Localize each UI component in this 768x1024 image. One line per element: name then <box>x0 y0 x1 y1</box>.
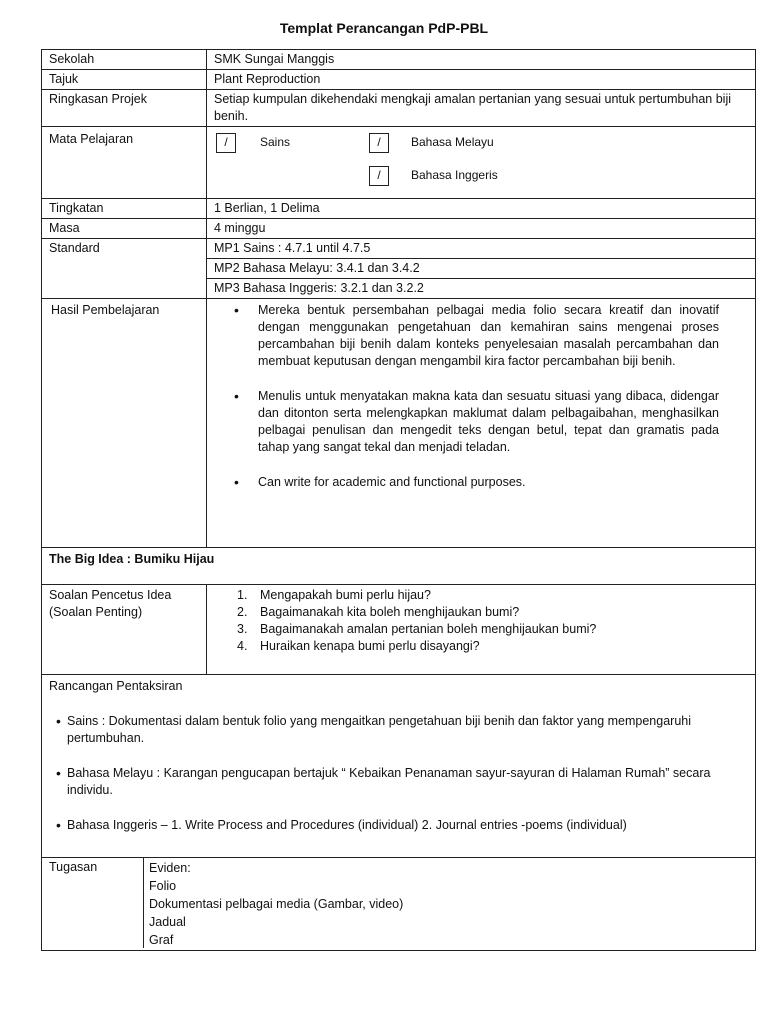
subject-row-1 <box>214 130 749 155</box>
subject-bahasa-inggeris-label: Bahasa Inggeris <box>411 168 498 182</box>
label-tugasan: Tugasan <box>42 858 144 948</box>
soalan-item <box>214 604 749 621</box>
soalan-item <box>214 587 749 604</box>
big-idea: The Big Idea : Bumiku Hijau <box>42 548 756 585</box>
checkbox-bahasa-inggeris[interactable]: / <box>369 166 389 186</box>
tugasan-cell <box>42 858 756 951</box>
soalan-num: 3. <box>237 622 248 636</box>
value-ringkasan: Setiap kumpulan dikehendaki mengkaji amalan pertanian yang sesuai untuk pertumbuhan biji benih. <box>207 90 756 127</box>
label-ringkasan: Ringkasan Projek <box>42 90 207 127</box>
rancangan-list <box>49 713 749 834</box>
row-tingkatan <box>42 199 756 219</box>
rancangan-item: • Bahasa Melayu : Karangan pengucapan bertajuk “ Kebaikan Penanaman sayur-sayuran di Halaman Rumah” secara individu. <box>49 765 749 799</box>
label-standard: Standard <box>42 239 207 299</box>
subject-row-2 <box>214 163 749 188</box>
soalan-item <box>214 621 749 638</box>
tugasan-line: Folio <box>149 879 177 893</box>
soalan-text: Mengapakah bumi perlu hijau? <box>260 588 431 602</box>
value-sekolah: SMK Sungai Manggis <box>207 50 756 70</box>
label-soalan-line2: (Soalan Penting) <box>49 605 143 619</box>
row-masa <box>42 219 756 239</box>
value-standard-2: MP2 Bahasa Melayu: 3.4.1 dan 3.4.2 <box>207 259 756 279</box>
value-standard-1: MP1 Sains : 4.7.1 until 4.7.5 <box>207 239 756 259</box>
tugasan-line: Graf <box>149 933 174 947</box>
label-rancangan: Rancangan Pentaksiran <box>49 679 183 693</box>
tugasan-inner <box>42 858 755 950</box>
rancangan-item: • Bahasa Inggeris – 1. Write Process and Procedures (individual) 2. Journal entries -poems (individual) <box>49 817 749 834</box>
row-soalan <box>42 585 756 675</box>
checkbox-sains[interactable]: / <box>216 133 236 153</box>
row-sekolah <box>42 50 756 70</box>
row-rancangan <box>42 675 756 858</box>
row-ringkasan <box>42 90 756 127</box>
tugasan-line: Jadual <box>149 915 186 929</box>
soalan-num: 4. <box>237 639 248 653</box>
soalan-list <box>214 587 749 655</box>
subject-bahasa-melayu-label: Bahasa Melayu <box>411 135 494 149</box>
row-standard-1 <box>42 239 756 259</box>
soalan-num: 1. <box>237 588 248 602</box>
label-sekolah: Sekolah <box>42 50 207 70</box>
label-tajuk: Tajuk <box>42 70 207 90</box>
hasil-cell <box>207 299 756 548</box>
label-masa: Masa <box>42 219 207 239</box>
tugasan-line: Dokumentasi pelbagai media (Gambar, video) <box>149 897 404 911</box>
hasil-item: • Mereka bentuk persembahan pelbagai media folio secara kreatif dan inovatif dengan menggunakan pengetahuan dan kemahiran sains mengenai proses percambahan biji benih dalam konteks penyelesaian masalah percambahan dan membuat keputusan dengan mengambil kira factor percambahan biji benih. <box>214 302 719 370</box>
rancangan-item: • Sains : Dokumentasi dalam bentuk folio yang mengaitkan pengetahuan biji benih dan faktor yang mempengaruhi pertumbuhan. <box>49 713 749 747</box>
row-mata-pelajaran <box>42 127 756 199</box>
hasil-item: • Menulis untuk menyatakan makna kata dan sesuatu situasi yang dibaca, didengar dan ditonton serta melengkapkan maklumat dalam pelbagaibahan, menghasilkan pelbagai penulisan dan mengedit teks dengan betul, tepat dan gramatis pada tahap yang sangat tekal dan menjadi teladan. <box>214 388 719 456</box>
row-tajuk <box>42 70 756 90</box>
subject-sains-label: Sains <box>260 135 291 149</box>
tugasan-evidence <box>144 858 409 950</box>
soalan-num: 2. <box>237 605 248 619</box>
hasil-item: • Can write for academic and functional purposes. <box>214 474 719 491</box>
row-hasil <box>42 299 756 548</box>
checkbox-bahasa-melayu[interactable]: / <box>369 133 389 153</box>
row-big-idea <box>42 548 756 585</box>
label-mata-pelajaran: Mata Pelajaran <box>42 127 207 199</box>
soalan-item <box>214 638 749 655</box>
soalan-text: Huraikan kenapa bumi perlu disayangi? <box>260 639 480 653</box>
value-tajuk: Plant Reproduction <box>207 70 756 90</box>
label-tingkatan: Tingkatan <box>42 199 207 219</box>
soalan-text: Bagaimanakah amalan pertanian boleh menghijaukan bumi? <box>260 622 597 636</box>
soalan-cell <box>207 585 756 675</box>
row-tugasan <box>42 858 756 951</box>
page-title: Templat Perancangan PdP-PBL <box>279 20 489 36</box>
label-soalan-line1: Soalan Pencetus Idea <box>49 588 172 602</box>
rancangan-cell <box>42 675 756 858</box>
value-masa: 4 minggu <box>207 219 756 239</box>
tugasan-line: Eviden: <box>149 861 191 875</box>
label-hasil: Hasil Pembelajaran <box>42 299 207 548</box>
soalan-text: Bagaimanakah kita boleh menghijaukan bumi? <box>260 605 520 619</box>
value-standard-3: MP3 Bahasa Inggeris: 3.2.1 dan 3.2.2 <box>207 279 756 299</box>
label-soalan <box>42 585 207 675</box>
subjects-cell <box>207 127 756 199</box>
planning-table <box>41 49 756 951</box>
value-tingkatan: 1 Berlian, 1 Delima <box>207 199 756 219</box>
hasil-list <box>214 302 719 491</box>
